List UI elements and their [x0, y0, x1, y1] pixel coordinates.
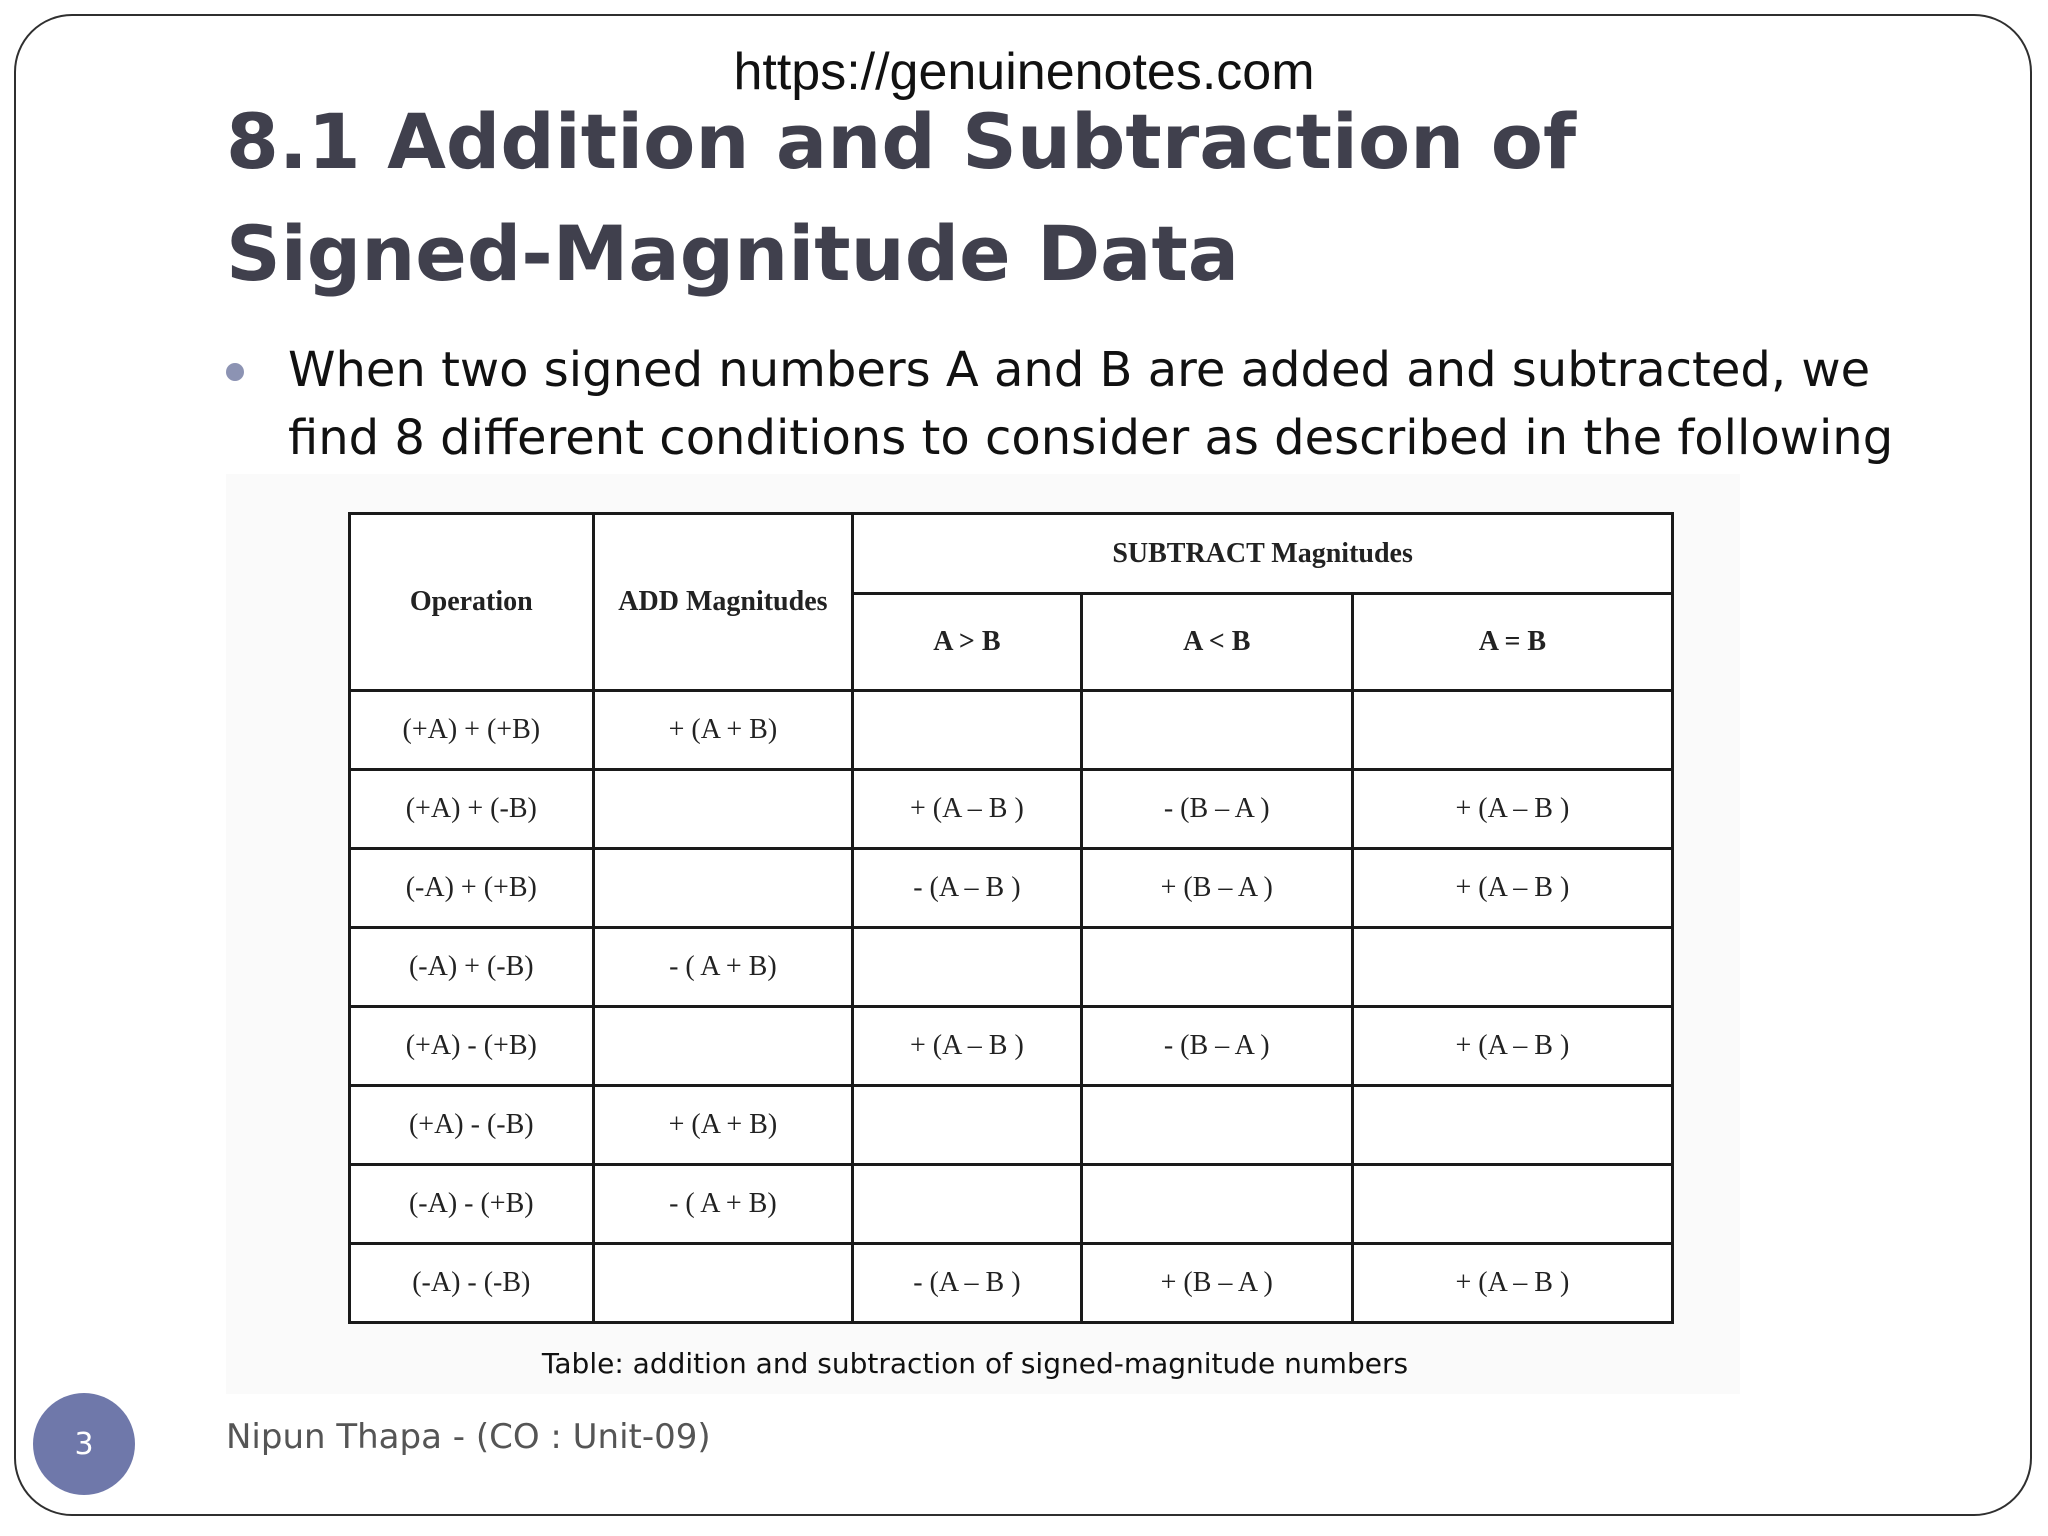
slide-title: 8.1 Addition and Subtraction of Signed-Magnitude Data: [226, 97, 1577, 298]
cell-add: [593, 1007, 853, 1086]
cell-a-lt-b: [1081, 928, 1352, 1007]
cell-a-gt-b: - (A – B ): [853, 849, 1081, 928]
cell-a-eq-b: [1352, 1165, 1672, 1244]
table-caption: Table: addition and subtraction of signed-magnitude numbers: [541, 1347, 1409, 1380]
cell-operation: (-A) + (+B): [350, 849, 594, 928]
header-a-gt-b: A > B: [853, 594, 1081, 691]
cell-add: + (A + B): [593, 691, 853, 770]
table-row: [350, 1007, 1673, 1086]
table-row: [350, 1165, 1673, 1244]
cell-a-gt-b: [853, 1086, 1081, 1165]
cell-a-lt-b: [1081, 1165, 1352, 1244]
cell-add: [593, 849, 853, 928]
cell-add: - ( A + B): [593, 1165, 853, 1244]
cell-a-lt-b: - (B – A ): [1081, 1007, 1352, 1086]
bullet-text: When two signed numbers A and B are added and subtracted, we find 8 different conditions to consider as described in the following: [288, 342, 1894, 466]
cell-a-eq-b: [1352, 1086, 1672, 1165]
cell-a-eq-b: + (A – B ): [1352, 1244, 1672, 1323]
cell-a-gt-b: [853, 928, 1081, 1007]
cell-a-gt-b: [853, 691, 1081, 770]
header-a-eq-b: A = B: [1352, 594, 1672, 691]
watermark-url: https://genuinenotes.com: [733, 43, 1315, 101]
cell-a-eq-b: [1352, 928, 1672, 1007]
cell-operation: (+A) - (-B): [350, 1086, 594, 1165]
footer-author: Nipun Thapa - (CO : Unit-09): [226, 1417, 711, 1457]
bullet-dot-icon: [226, 363, 244, 381]
cell-a-eq-b: + (A – B ): [1352, 770, 1672, 849]
cell-add: [593, 1244, 853, 1323]
table-row: [350, 928, 1673, 1007]
header-subtract-magnitudes: SUBTRACT Magnitudes: [853, 514, 1673, 594]
cell-a-gt-b: [853, 1165, 1081, 1244]
cell-a-lt-b: [1081, 691, 1352, 770]
page-number-badge: 3: [33, 1393, 135, 1495]
table-row: [350, 849, 1673, 928]
cell-add: [593, 770, 853, 849]
header-operation: Operation: [350, 514, 594, 691]
table-row: [350, 770, 1673, 849]
cell-a-gt-b: + (A – B ): [853, 770, 1081, 849]
cell-a-lt-b: + (B – A ): [1081, 1244, 1352, 1323]
cell-a-gt-b: - (A – B ): [853, 1244, 1081, 1323]
cell-operation: (-A) + (-B): [350, 928, 594, 1007]
cell-a-eq-b: + (A – B ): [1352, 1007, 1672, 1086]
header-add-magnitudes: ADD Magnitudes: [593, 514, 853, 691]
table-row: [350, 691, 1673, 770]
header-a-lt-b: A < B: [1081, 594, 1352, 691]
cell-a-eq-b: + (A – B ): [1352, 849, 1672, 928]
cell-a-gt-b: + (A – B ): [853, 1007, 1081, 1086]
cell-add: - ( A + B): [593, 928, 853, 1007]
cell-operation: (+A) - (+B): [350, 1007, 594, 1086]
table-row: [350, 1086, 1673, 1165]
cell-operation: (+A) + (+B): [350, 691, 594, 770]
cell-add: + (A + B): [593, 1086, 853, 1165]
signed-magnitude-table: [348, 512, 1674, 1324]
cell-operation: (+A) + (-B): [350, 770, 594, 849]
cell-a-lt-b: [1081, 1086, 1352, 1165]
table-row: [350, 1244, 1673, 1323]
cell-operation: (-A) - (-B): [350, 1244, 594, 1323]
cell-a-lt-b: - (B – A ): [1081, 770, 1352, 849]
cell-a-lt-b: + (B – A ): [1081, 849, 1352, 928]
cell-operation: (-A) - (+B): [350, 1165, 594, 1244]
cell-a-eq-b: [1352, 691, 1672, 770]
